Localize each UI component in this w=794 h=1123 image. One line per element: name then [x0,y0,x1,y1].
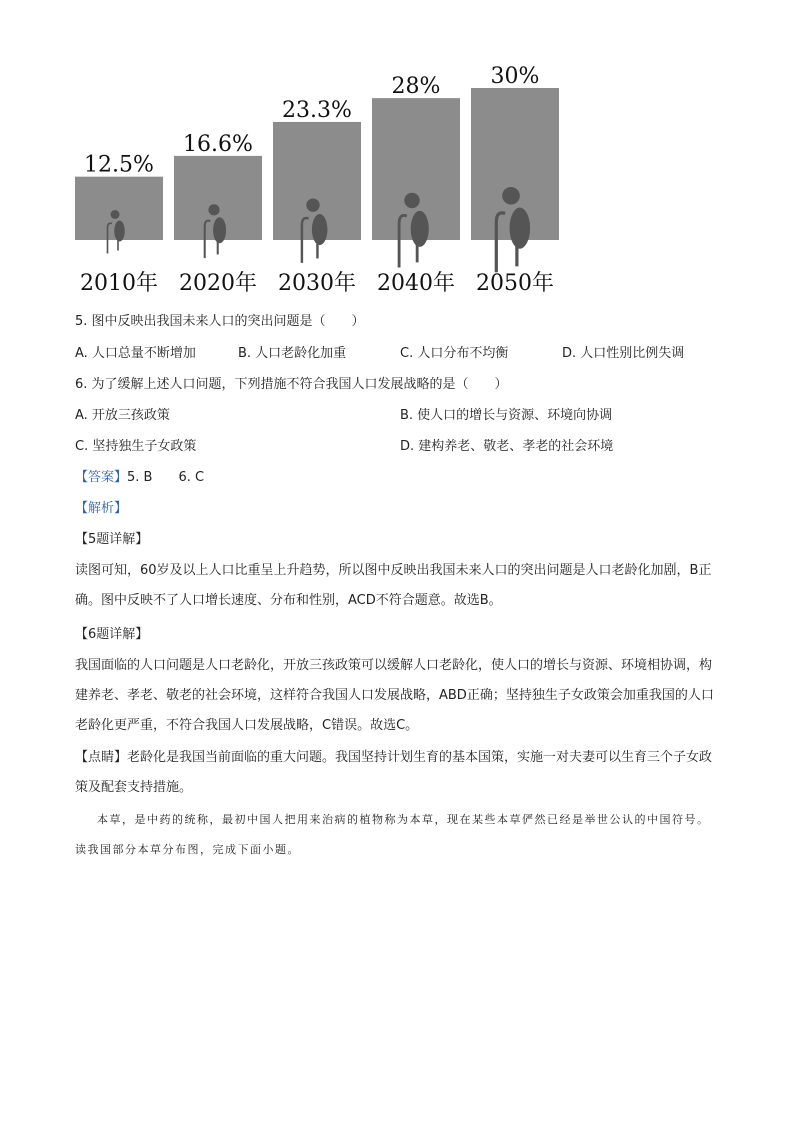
q5-option-d: D. 人口性别比例失调 [562,346,685,361]
q5-option-b: B. 人口老龄化加重 [238,346,347,361]
tip-text: 老龄化是我国当前面临的重大问题。我国坚持计划生育的基本国策，实施一对夫妻可以生育三个子女政策及配套支持措施。 [75,750,713,795]
q5-option-c: C. 人口分布不均衡 [400,346,509,361]
q6-option-c: C. 坚持独生子女政策 [75,439,197,454]
bar-value-label: 12.5% [84,152,154,178]
q6-option-a: A. 开放三孩政策 [75,408,170,423]
q5-option-a: A. 人口总量不断增加 [75,346,196,361]
elderly-population-bar-chart [60,60,580,300]
category-label: 2020年 [179,271,257,296]
category-label: 2010年 [80,271,158,296]
tip-block [75,743,715,803]
answer-label: 【答案】 [75,470,128,485]
bar-value-label: 16.6% [183,131,253,157]
tip-label: 【点睛】 [75,750,128,765]
detail-5-text: 读图可知，60岁及以上人口比重呈上升趋势，所以图中反映出我国未来人口的突出问题是人口老龄化加剧，B正确。图中反映不了人口增长速度、分布和性别，ACD不符合题意。故选B。 [75,563,712,608]
detail-6-label: 【6题详解】 [75,627,149,642]
answer-line [75,469,204,487]
bar-value-label: 28% [391,74,441,100]
category-label: 2030年 [278,271,356,296]
bar-value-label: 30% [490,64,540,89]
category-label: 2050年 [476,271,554,296]
q6-option-d: D. 建构养老、敬老、孝老的社会环境 [400,439,614,454]
detail-6-text: 我国面临的人口问题是人口老龄化，开放三孩政策可以缓解人口老龄化，使人口的增长与资源、环境相协调，构建养老、孝老、敬老的社会环境，这样符合我国人口发展战略，ABD正确；坚持独生子女政策会加重我国的人口老龄化更严重，不符合我国人口发展战略，C错误。故选C。 [75,658,714,733]
question-6-stem: 6. 为了缓解上述人口问题，下列措施不符合我国人口发展战略的是（ ） [75,377,508,392]
analysis-label: 【解析】 [75,501,128,516]
detail-5-label: 【5题详解】 [75,532,149,547]
category-label: 2040年 [377,271,455,296]
question-5-stem: 5. 图中反映出我国未来人口的突出问题是（ ） [75,314,365,329]
q6-option-b: B. 使人口的增长与资源、环境向协调 [400,408,613,423]
bar-value-label: 23.3% [282,97,352,123]
next-question-intro: 本草，是中药的统称，最初中国人把用来治病的植物称为本草，现在某些本草俨然已经是举世公认的中国符号。读我国部分本草分布图，完成下面小题。 [75,813,710,856]
answer-text: 5. B 6. C [127,470,205,485]
